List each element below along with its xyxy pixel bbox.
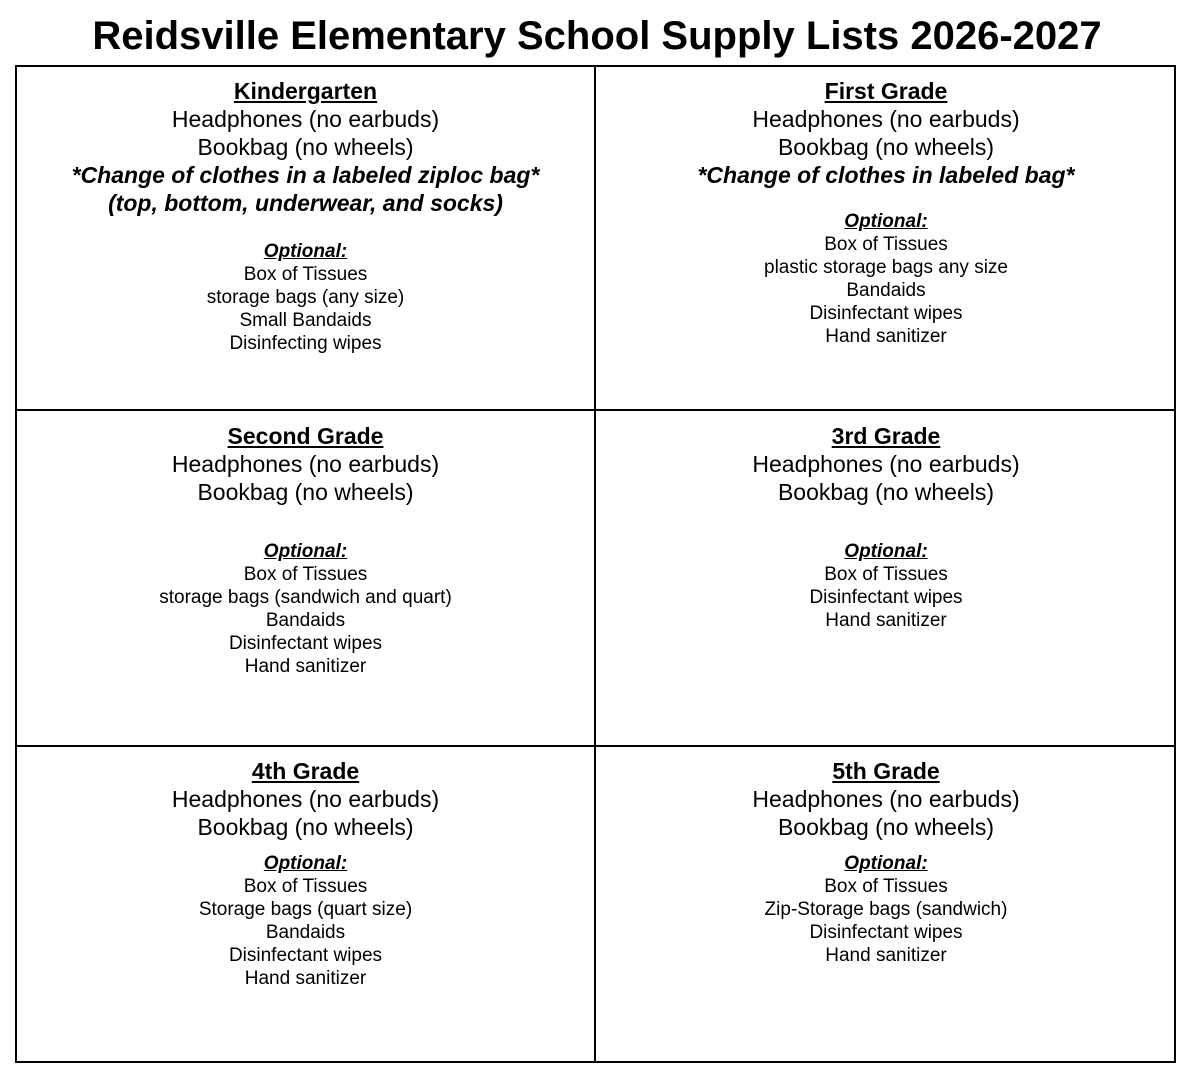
row-divider [17, 745, 1174, 747]
required-item: Bookbag (no wheels) [197, 479, 414, 505]
optional-item: Box of Tissues [824, 564, 948, 585]
optional-item: Disinfectant wipes [228, 633, 383, 654]
required-item: Headphones (no earbuds) [171, 106, 440, 132]
optional-item: Hand sanitizer [825, 945, 947, 966]
optional-item: Disinfectant wipes [228, 945, 383, 966]
optional-heading: Optional: [263, 541, 348, 562]
required-item: Headphones (no earbuds) [171, 786, 440, 812]
clothing-note: (top, bottom, underwear, and socks) [108, 190, 503, 216]
supply-list-table [15, 65, 1176, 1063]
required-item: Headphones (no earbuds) [752, 451, 1020, 477]
optional-item: storage bags (sandwich and quart) [159, 587, 452, 608]
optional-item: Bandaids [265, 610, 346, 631]
optional-heading: Optional: [844, 541, 928, 562]
optional-item: Box of Tissues [824, 234, 948, 255]
optional-item: Bandaids [846, 280, 926, 301]
optional-item: Box of Tissues [243, 564, 368, 585]
optional-heading: Optional: [263, 853, 348, 874]
clothing-note: *Change of clothes in labeled bag* [697, 162, 1075, 188]
required-item: Headphones (no earbuds) [752, 106, 1020, 132]
grade-cell-4th-grade [17, 757, 594, 1057]
optional-item: Bandaids [265, 922, 346, 943]
optional-item: Disinfecting wipes [229, 333, 382, 354]
required-item: Bookbag (no wheels) [777, 134, 995, 160]
optional-heading: Optional: [263, 241, 348, 262]
grade-cell-3rd-grade [596, 422, 1176, 742]
grade-heading: 3rd Grade [831, 423, 941, 449]
optional-list [596, 210, 1176, 348]
grade-cell-5th-grade [596, 757, 1176, 1057]
optional-list [596, 540, 1176, 632]
required-item: Bookbag (no wheels) [777, 814, 995, 840]
grade-cell-second-grade [17, 422, 594, 742]
required-item: Headphones (no earbuds) [752, 786, 1020, 812]
optional-item: Disinfectant wipes [809, 922, 963, 943]
required-item: Headphones (no earbuds) [171, 451, 440, 477]
page-title: Reidsville Elementary School Supply Lists 2026-2027 [92, 14, 1102, 58]
optional-heading: Optional: [844, 211, 928, 232]
optional-list [17, 540, 594, 678]
optional-item: Hand sanitizer [244, 656, 367, 677]
optional-item: Disinfectant wipes [809, 303, 963, 324]
grade-heading: First Grade [824, 78, 948, 104]
clothing-note: *Change of clothes in a labeled ziploc bag* [71, 162, 540, 188]
optional-item: Storage bags (quart size) [198, 899, 413, 920]
optional-heading: Optional: [844, 853, 928, 874]
optional-item: plastic storage bags any size [764, 257, 1008, 278]
optional-item: Hand sanitizer [825, 326, 947, 347]
optional-item: Box of Tissues [243, 876, 368, 897]
required-item: Bookbag (no wheels) [197, 134, 414, 160]
optional-item: Disinfectant wipes [809, 587, 963, 608]
row-divider [17, 409, 1174, 411]
grade-cell-first-grade [596, 77, 1176, 407]
required-item: Bookbag (no wheels) [777, 479, 995, 505]
grade-cell-kindergarten [17, 77, 594, 407]
optional-list [17, 240, 594, 355]
optional-item: Small Bandaids [239, 310, 372, 331]
optional-item: Hand sanitizer [825, 610, 947, 631]
optional-item: Hand sanitizer [244, 968, 367, 989]
optional-list [17, 852, 594, 990]
grade-heading: Second Grade [227, 423, 384, 449]
optional-item: Zip-Storage bags (sandwich) [764, 899, 1008, 920]
optional-list [596, 852, 1176, 967]
optional-item: Box of Tissues [243, 264, 368, 285]
grade-heading: 4th Grade [251, 758, 360, 784]
optional-item: Box of Tissues [824, 876, 948, 897]
optional-item: storage bags (any size) [206, 287, 405, 308]
grade-heading: 5th Grade [832, 758, 940, 784]
grade-heading: Kindergarten [233, 78, 378, 104]
required-item: Bookbag (no wheels) [197, 814, 414, 840]
